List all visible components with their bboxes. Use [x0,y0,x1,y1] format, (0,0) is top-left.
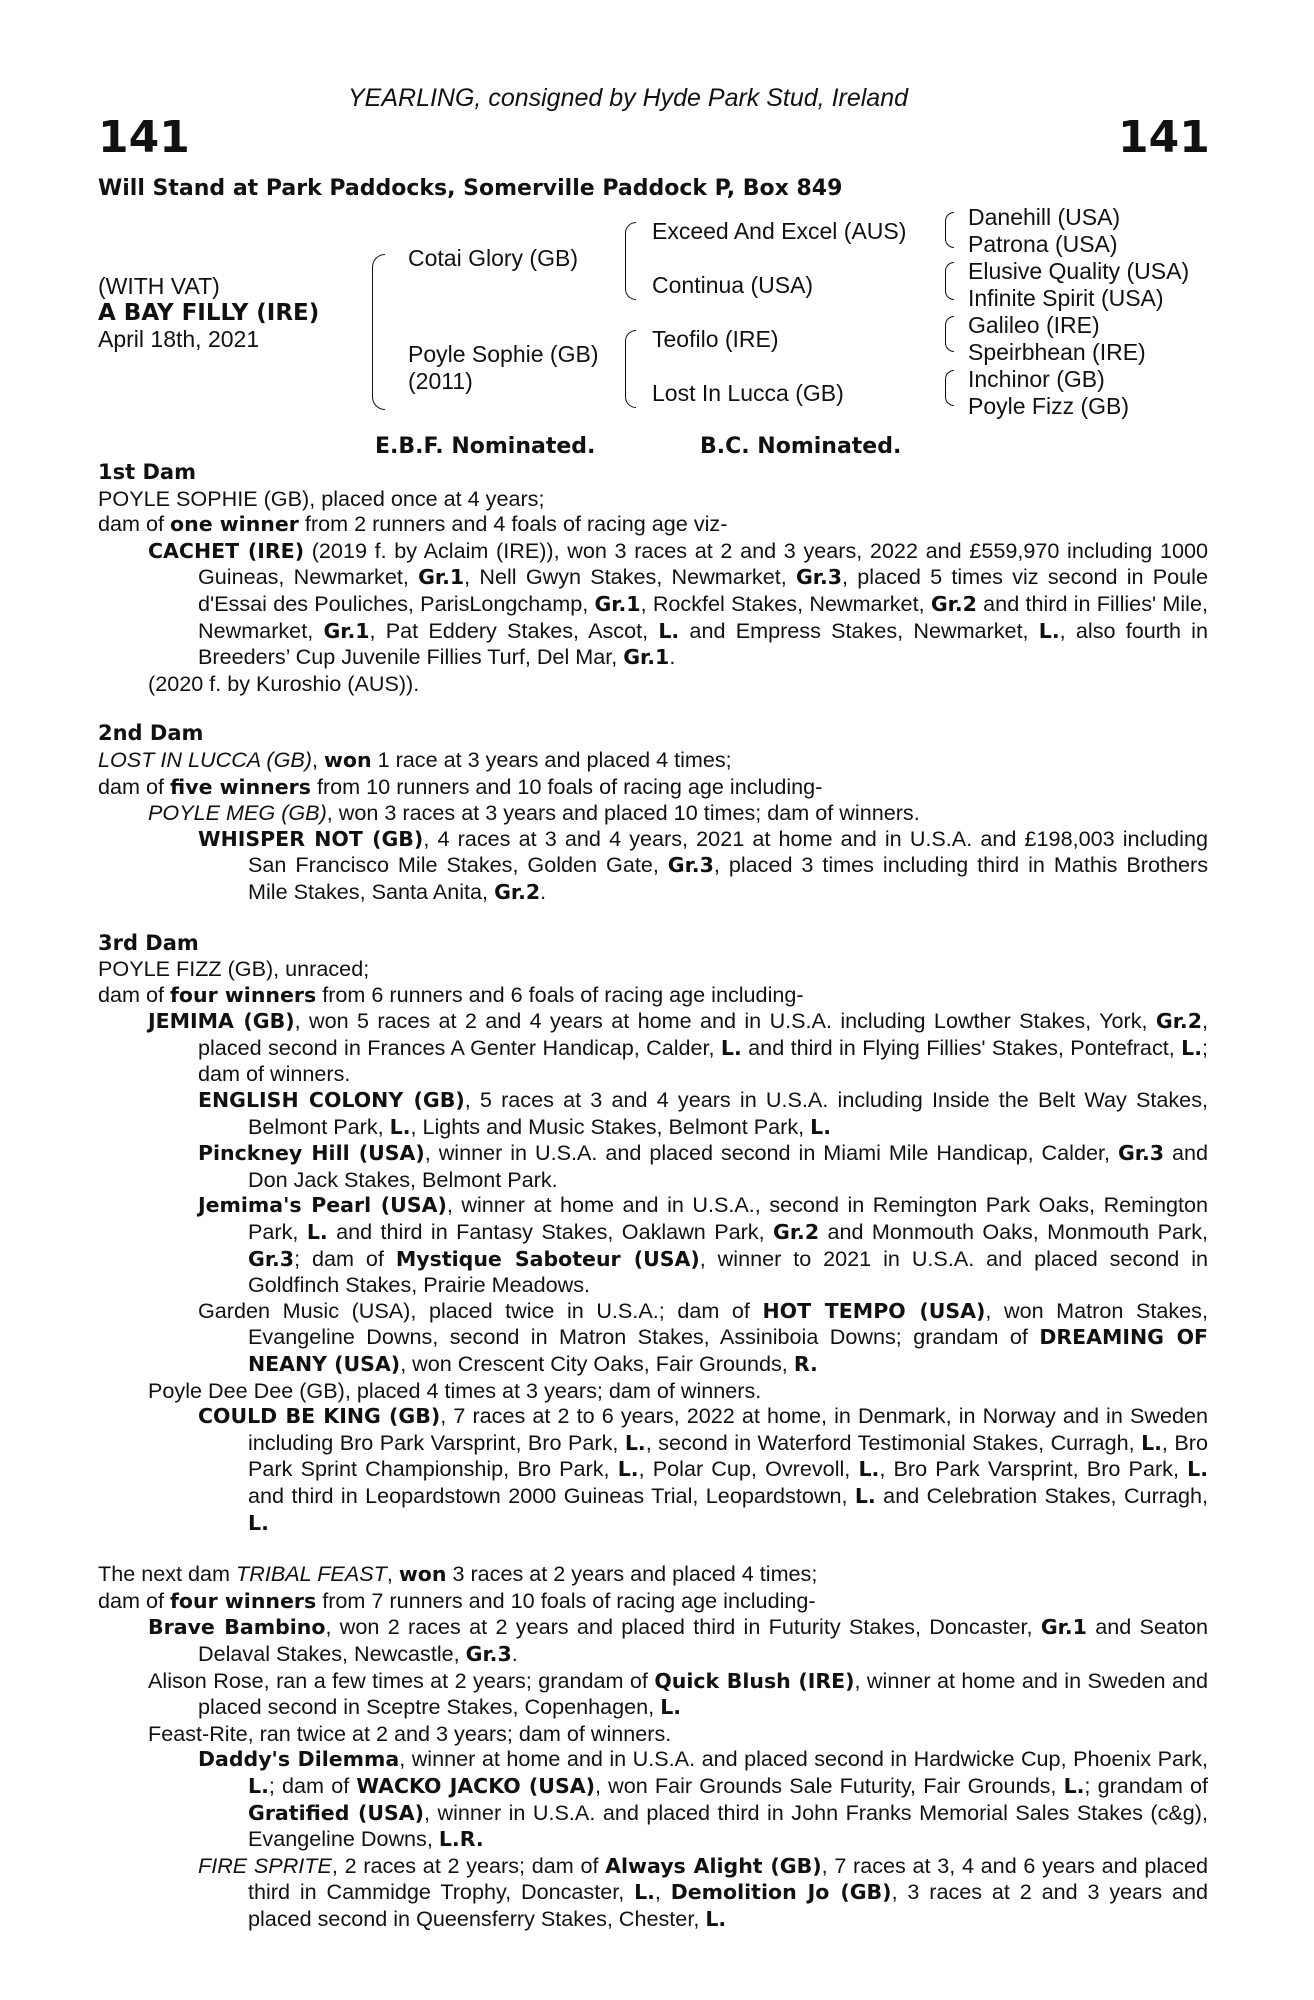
consignment-line: YEARLING, consigned by Hyde Park Stud, Ireland [348,84,909,112]
next-dam-produce-summary: dam of four winners from 7 runners and 10 foals of racing age including- [98,1587,816,1613]
bc-nomination: B.C. Nominated. [700,434,902,459]
ancestor-inchinor: Inchinor (GB) [968,366,1105,392]
grandsire-bracket-2 [945,262,954,300]
ancestor-poyle-fizz: Poyle Fizz (GB) [968,393,1130,419]
grandsire-bracket-4 [945,370,954,406]
produce-brave-bambino: Brave Bambino, won 2 races at 2 years and placed third in Futurity Stakes, Doncaster, Gr.1 and Seaton Delaval Stakes, Newcastle, Gr.3. [148,1614,1209,1666]
dam-bracket [625,330,636,408]
first-dam-line: POYLE SOPHIE (GB), placed once at 4 years; [98,485,545,511]
first-dam-produce-summary: dam of one winner from 2 runners and 4 foals of racing age viz- [98,511,728,537]
third-dam-produce-summary: dam of four winners from 6 runners and 6 foals of racing age including- [98,981,804,1007]
second-dam-line: LOST IN LUCCA (GB), won 1 race at 3 years and placed 4 times; [98,746,732,772]
second-dam-produce-summary: dam of five winners from 10 runners and 10 foals of racing age including- [98,773,823,799]
produce-could-be-king: COULD BE KING (GB), 7 races at 2 to 6 years, 2022 at home, in Denmark, in Norway and in Sweden including Bro Park Varsprint, Bro Park, L., second in Waterford Testimonial Stakes, Curragh, L., Bro Park Sprint Championship, Bro Park, L., Polar Cup, Ovrevoll, L., Bro Park Varsprint, Bro Park, L. and third in Leopardstown 2000 Guineas Trial, Leopardstown, L. and Celebration Stakes, Curragh, L. [198,1403,1208,1535]
lot-number-left: 141 [98,112,190,163]
second-dam-heading: 2nd Dam [98,721,204,746]
sire-sire-name: Exceed And Excel (AUS) [652,218,907,244]
lot-number-right: 141 [1118,112,1210,163]
ancestor-infinite-spirit: Infinite Spirit (USA) [968,285,1164,311]
stand-location: Will Stand at Park Paddocks, Somerville Paddock P, Box 849 [98,176,843,201]
next-dam-line: The next dam TRIBAL FEAST, won 3 races at 2 years and placed 4 times; [98,1561,818,1587]
produce-jemima: JEMIMA (GB), won 5 races at 2 and 4 years at home and in U.S.A. including Lowther Stakes, York, Gr.2, placed second in Frances A Genter Handicap, Calder, L. and third in Flying Fillies' Stakes, Pontefract, L.; dam of winners. [148,1008,1208,1087]
produce-poyle-dee-dee: Poyle Dee Dee (GB), placed 4 times at 3 years; dam of winners. [148,1377,762,1403]
first-dam-heading: 1st Dam [98,460,196,484]
vat-note: (WITH VAT) [98,273,220,299]
grandsire-bracket-3 [945,316,954,352]
ancestor-galileo: Galileo (IRE) [968,312,1100,338]
produce-pinckney-hill: Pinckney Hill (USA), winner in U.S.A. and placed second in Miami Mile Handicap, Calder, Gr.3 and Don Jack Stakes, Belmont Park. [198,1140,1208,1192]
produce-cachet: CACHET (IRE) (2019 f. by Aclaim (IRE)), won 3 races at 2 and 3 years, 2022 and £559,970 including 1000 Guineas, Newmarket, Gr.1, Nell Gwyn Stakes, Newmarket, Gr.3, placed 5 times viz second in Poule d'Essai des Pouliches, ParisLongchamp, Gr.1, Rockfel Stakes, Newmarket, Gr.2 and third in Fillies' Mile, Newmarket, Gr.1, Pat Eddery Stakes, Ascot, L. and Empress Stakes, Newmarket, L., also fourth in Breeders’ Cup Juvenile Fillies Turf, Del Mar, Gr.1. [148,537,1208,670]
ebf-nomination: E.B.F. Nominated. [375,434,596,459]
foaling-date: April 18th, 2021 [98,326,260,352]
grandsire-bracket-1 [945,212,954,248]
sire-dam-name: Continua (USA) [652,272,814,298]
ancestor-danehill: Danehill (USA) [968,204,1121,230]
ancestor-speirbhean: Speirbhean (IRE) [968,339,1146,365]
pedigree-main-bracket [372,254,385,410]
third-dam-heading: 3rd Dam [98,930,199,955]
produce-jemimas-pearl: Jemima's Pearl (USA), winner at home and in U.S.A., second in Remington Park Oaks, Remington Park, L. and third in Fantasy Stakes, Oaklawn Park, Gr.2 and Monmouth Oaks, Monmouth Park, Gr.3; dam of Mystique Saboteur (USA), winner to 2021 in U.S.A. and placed second in Goldfinch Stakes, Prairie Meadows. [198,1192,1209,1298]
ancestor-elusive-quality: Elusive Quality (USA) [968,258,1190,284]
horse-name: A BAY FILLY (IRE) [98,300,320,326]
produce-whisper-not: WHISPER NOT (GB), 4 races at 3 and 4 years, 2021 at home and in U.S.A. and £198,003 including San Francisco Mile Stakes, Golden Gate, Gr.3, placed 3 times including third in Mathis Brothers Mile Stakes, Santa Anita, Gr.2. [198,825,1208,904]
dam-sire-name: Teofilo (IRE) [652,326,779,352]
dam-dam-name: Lost In Lucca (GB) [652,380,844,406]
produce-fire-sprite: FIRE SPRITE, 2 races at 2 years; dam of Always Alight (GB), 7 races at 3, 4 and 6 years and placed third in Cammidge Trophy, Doncaster, L., Demolition Jo (GB), 3 races at 2 and 3 years and placed second in Queensferry Stakes, Chester, L. [198,1852,1208,1931]
produce-english-colony: ENGLISH COLONY (GB), 5 races at 3 and 4 years in U.S.A. including Inside the Belt Way Stakes, Belmont Park, L., Lights and Music Stakes, Belmont Park, L. [198,1087,1208,1139]
catalogue-body [98,460,1208,1932]
produce-daddys-dilemma: Daddy's Dilemma, winner at home and in U.S.A. and placed second in Hardwicke Cup, Phoenix Park, L.; dam of WACKO JACKO (USA), won Fair Grounds Sale Futurity, Fair Grounds, L.; grandam of Gratified (USA), winner in U.S.A. and placed third in John Franks Memorial Sales Stakes (c&g), Evangeline Downs, L.R. [198,1746,1208,1852]
produce-2020-filly: (2020 f. by Kuroshio (AUS)). [148,670,420,696]
produce-feast-rite: Feast-Rite, ran twice at 2 and 3 years; dam of winners. [148,1720,672,1746]
dam-name: Poyle Sophie (GB) [408,341,599,367]
dam-year: (2011) [408,368,473,394]
produce-alison-rose: Alison Rose, ran a few times at 2 years; grandam of Quick Blush (IRE), winner at home and in Sweden and placed second in Sceptre Stakes, Copenhagen, L. [148,1667,1208,1720]
sire-bracket [625,222,636,300]
third-dam-line: POYLE FIZZ (GB), unraced; [98,956,370,982]
sire-name: Cotai Glory (GB) [408,245,578,271]
produce-poyle-meg: POYLE MEG (GB), won 3 races at 3 years and placed 10 times; dam of winners. [148,800,920,826]
produce-garden-music: Garden Music (USA), placed twice in U.S.A.; dam of HOT TEMPO (USA), won Matron Stakes, Evangeline Downs, second in Matron Stakes, Assiniboia Downs; grandam of DREAMING OF NEANY (USA), won Crescent City Oaks, Fair Grounds, R. [198,1297,1209,1376]
ancestor-patrona: Patrona (USA) [968,231,1118,257]
